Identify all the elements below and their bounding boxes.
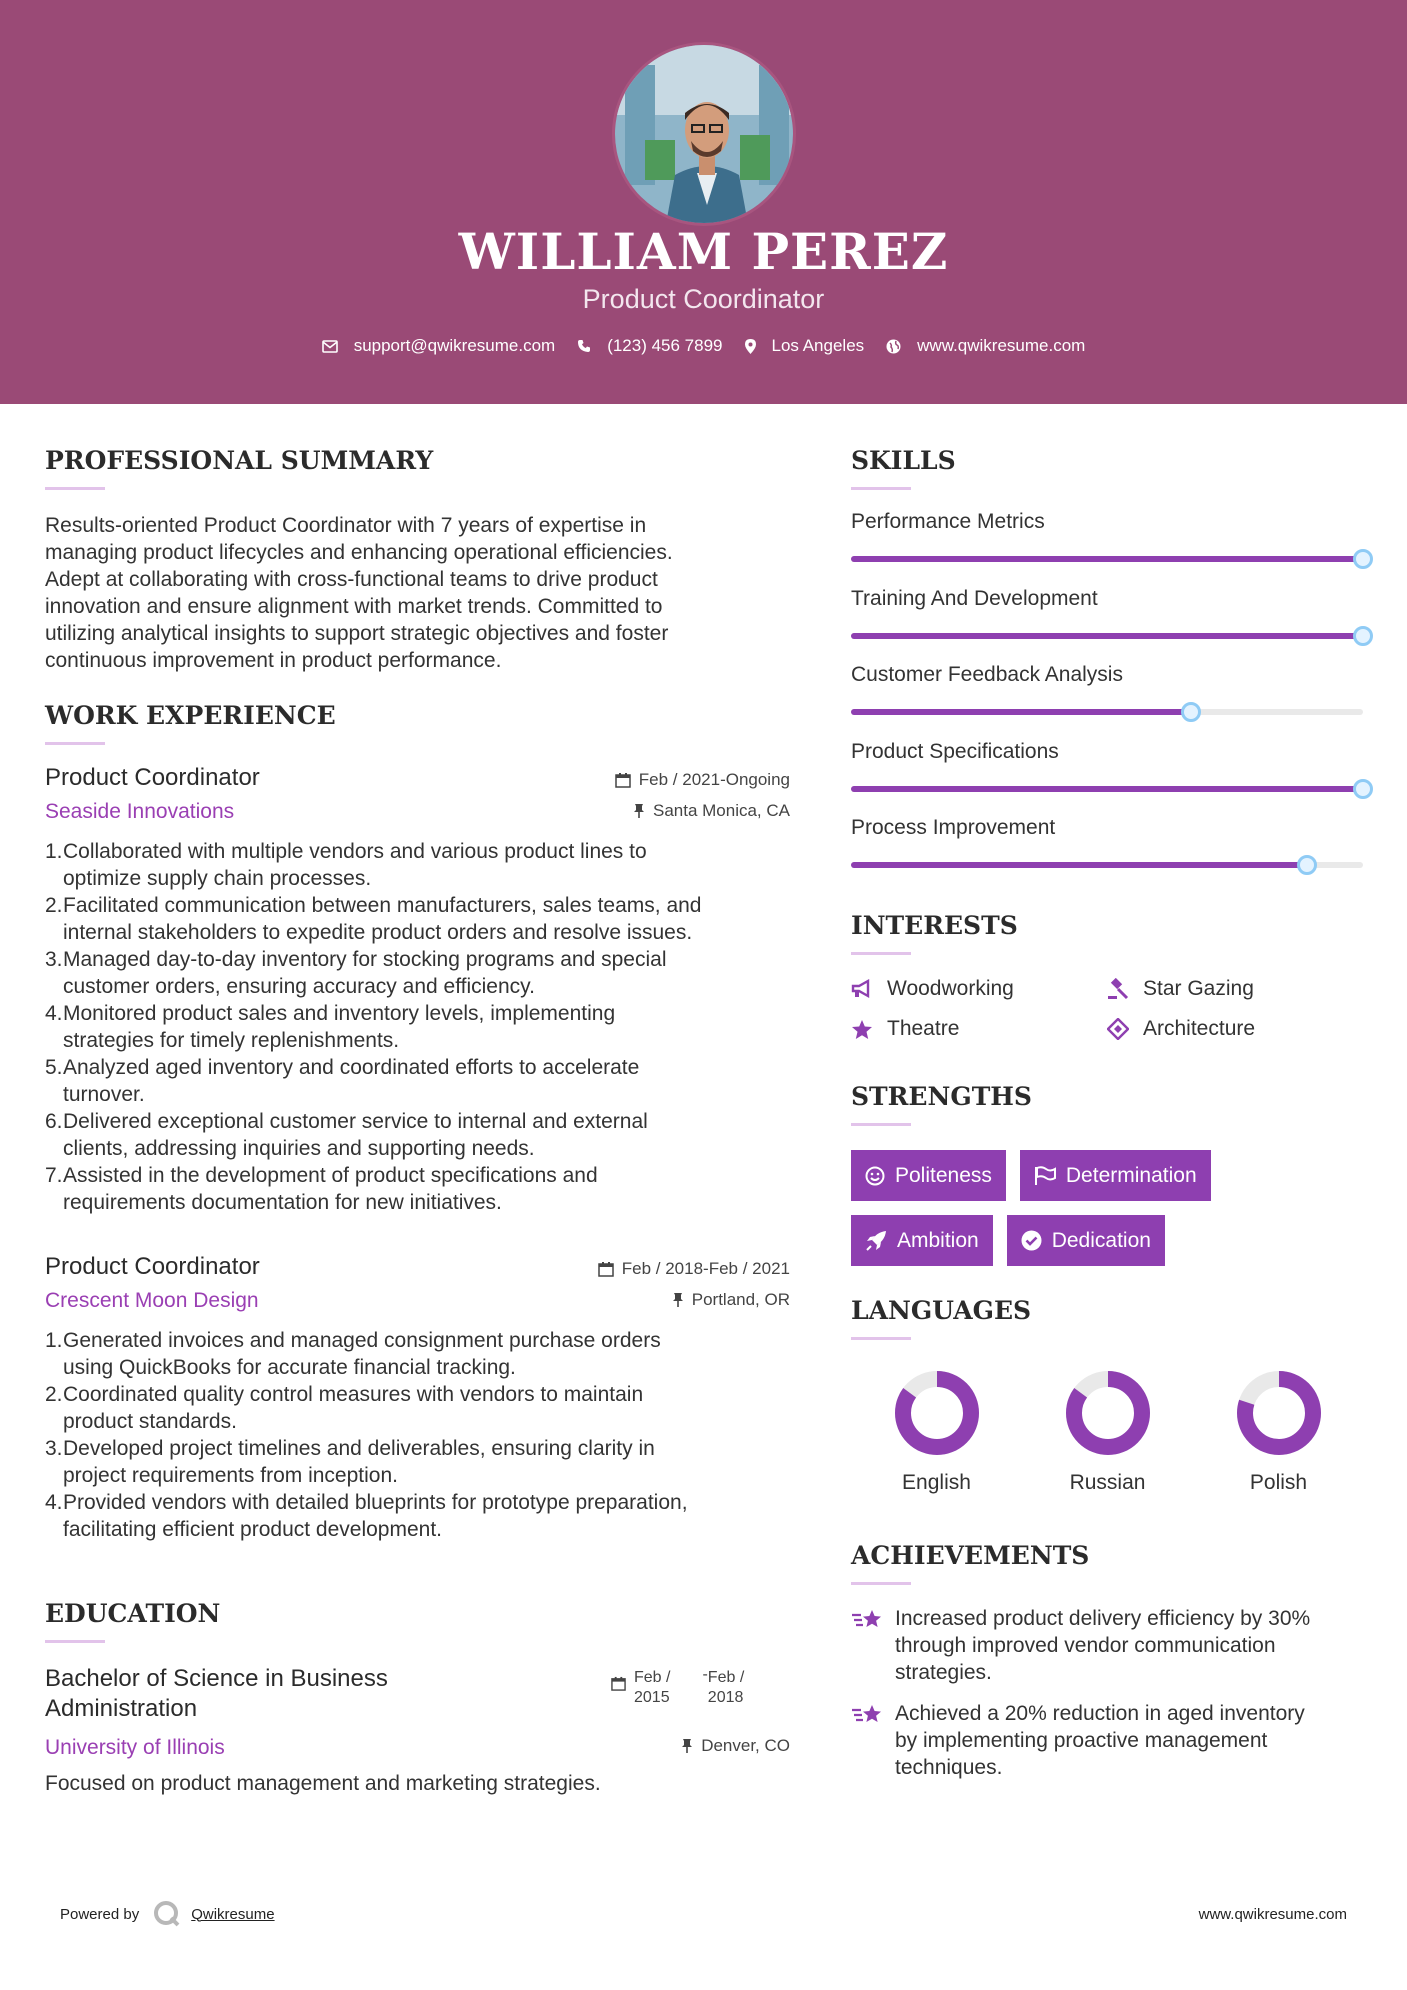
skill-name: Product Specifications xyxy=(851,739,1059,763)
strength-badge xyxy=(1020,1150,1211,1201)
skill-level-fill xyxy=(851,709,1191,715)
achievement-line: Increased product delivery efficiency by 30% xyxy=(895,1607,1311,1630)
summary-line: managing product lifecycles and enhancing operational efficiencies. xyxy=(45,541,673,564)
bullet-line: facilitating efficient product development. xyxy=(63,1518,443,1541)
interest-item xyxy=(1107,977,1363,1001)
section-divider xyxy=(851,1337,911,1340)
contact-email-text: support@qwikresume.com xyxy=(353,336,556,355)
bullet-line: product standards. xyxy=(63,1410,237,1433)
achievement-item xyxy=(851,1605,1366,1686)
qwikresume-link[interactable]: Qwikresume xyxy=(191,1905,275,1923)
bullet-line: Coordinated quality control measures with vendors to maintain xyxy=(63,1383,644,1406)
strengths-section xyxy=(851,1082,1366,1266)
list-item xyxy=(45,1108,790,1162)
section-title: STRENGTHS xyxy=(851,1082,1032,1111)
skill-item xyxy=(851,663,1366,740)
education-dates xyxy=(611,1668,744,1708)
envelope-icon xyxy=(322,340,338,353)
bullet-line: Collaborated with multiple vendors and various product lines to xyxy=(63,840,647,863)
ticket-icon xyxy=(1107,1018,1129,1040)
profile-photo xyxy=(612,42,796,226)
bullet-line: Assisted in the development of product specifications and xyxy=(63,1164,598,1187)
bullet-line: Delivered exceptional customer service to internal and external xyxy=(63,1110,648,1133)
language-item xyxy=(1022,1370,1193,1495)
bullet-number: 1. xyxy=(45,1329,63,1352)
achievement-line: through improved vendor communication xyxy=(895,1634,1276,1657)
bullet-line: optimize supply chain processes. xyxy=(63,867,372,890)
strength-badge xyxy=(851,1150,1006,1201)
school-name: University of Illinois xyxy=(45,1736,225,1759)
achievements-section xyxy=(851,1541,1366,1795)
education-entry xyxy=(45,1664,790,1796)
bullet-line: Monitored product sales and inventory levels, implementing xyxy=(63,1002,616,1025)
pushpin-icon xyxy=(681,1738,693,1754)
interests-section xyxy=(851,911,1366,1041)
achievement-text xyxy=(895,1605,1310,1686)
bullet-number: 2. xyxy=(45,894,63,917)
calendar-icon xyxy=(615,772,631,788)
skill-level-fill xyxy=(851,556,1363,562)
contact-website[interactable] xyxy=(886,336,1085,356)
bullet-line: using QuickBooks for accurate financial tracking. xyxy=(63,1356,516,1379)
skill-level-fill xyxy=(851,786,1363,792)
skill-name: Process Improvement xyxy=(851,816,1056,839)
bullet-number: 7. xyxy=(45,1164,63,1187)
section-title: WORK EXPERIENCE xyxy=(45,701,336,730)
section-divider xyxy=(851,952,911,955)
section-divider xyxy=(45,487,105,490)
bullet-number: 2. xyxy=(45,1383,63,1406)
language-level-donut xyxy=(1065,1370,1151,1456)
bullet-number: 5. xyxy=(45,1056,63,1079)
achievement-line: Achieved a 20% reduction in aged inventory xyxy=(895,1702,1305,1725)
candidate-name: WILLIAM PEREZ xyxy=(458,222,949,281)
skill-slider-track xyxy=(851,862,1363,868)
bullet-line: internal stakeholders to expedite product orders and resolve issues. xyxy=(63,921,693,944)
candidate-role: Product Coordinator xyxy=(582,284,825,314)
calendar-icon xyxy=(598,1261,614,1277)
skill-item xyxy=(851,587,1366,664)
bullet-line: customer orders, ensuring accuracy and efficiency. xyxy=(63,975,535,998)
bullet-line: Facilitated communication between manufacturers, sales teams, and xyxy=(63,894,702,917)
strength-badge xyxy=(851,1215,993,1266)
bullet-line: Provided vendors with detailed blueprints for prototype preparation, xyxy=(63,1491,688,1514)
flag-icon xyxy=(1034,1166,1056,1186)
contact-website-text: www.qwikresume.com xyxy=(917,336,1086,355)
contact-email[interactable] xyxy=(322,336,556,356)
education-end xyxy=(708,1668,744,1708)
date-part: 2015 xyxy=(634,1689,670,1706)
interest-label: Architecture xyxy=(1143,1017,1256,1040)
interest-label: Star Gazing xyxy=(1143,977,1254,1000)
section-title: PROFESSIONAL SUMMARY xyxy=(45,446,434,475)
list-item xyxy=(45,1162,790,1216)
interest-label: Theatre xyxy=(887,1017,960,1040)
job-entry xyxy=(45,764,790,1216)
job-location-text: Portland, OR xyxy=(691,1290,790,1309)
job-company: Seaside Innovations xyxy=(45,800,235,823)
language-level-donut xyxy=(1236,1370,1322,1456)
language-item xyxy=(1193,1370,1364,1495)
skill-item xyxy=(851,510,1366,587)
job-company: Crescent Moon Design xyxy=(45,1289,259,1312)
list-item xyxy=(45,1435,790,1489)
experience-section xyxy=(45,701,790,745)
date-part: Feb / xyxy=(707,1669,745,1686)
contact-location-text: Los Angeles xyxy=(771,336,865,355)
skills-list xyxy=(851,510,1366,893)
skill-item xyxy=(851,816,1366,893)
section-divider xyxy=(45,1640,105,1643)
bullet-line: project requirements from inception. xyxy=(63,1464,398,1487)
summary-line: utilizing analytical insights to support strategic objectives and foster xyxy=(45,622,669,645)
skill-level-fill xyxy=(851,633,1363,639)
achievement-item xyxy=(851,1700,1366,1781)
education-description: Focused on product management and marketing strategies. xyxy=(45,1772,601,1795)
gavel-icon xyxy=(1107,978,1129,1000)
interest-item xyxy=(851,977,1107,1001)
achievement-line: techniques. xyxy=(895,1756,1003,1779)
job-location xyxy=(672,1290,790,1310)
languages-list xyxy=(851,1370,1366,1495)
phone-icon xyxy=(577,339,591,353)
list-item xyxy=(45,892,790,946)
list-item xyxy=(45,1381,790,1435)
contact-location xyxy=(745,336,865,356)
bullet-number: 3. xyxy=(45,948,63,971)
interest-item xyxy=(1107,1017,1363,1041)
summary-line: innovation and ensure alignment with market trends. Committed to xyxy=(45,595,663,618)
skill-level-fill xyxy=(851,862,1307,868)
job-location xyxy=(633,801,790,821)
contact-phone[interactable] xyxy=(577,336,722,356)
skill-slider-track xyxy=(851,556,1363,562)
strength-label: Politeness xyxy=(895,1163,992,1187)
interest-item xyxy=(851,1017,1107,1041)
strength-label: Ambition xyxy=(897,1228,979,1252)
bullet-line: turnover. xyxy=(63,1083,145,1106)
section-title: LANGUAGES xyxy=(851,1296,1032,1325)
summary-line: Adept at collaborating with cross-functional teams to drive product xyxy=(45,568,658,591)
list-item xyxy=(45,946,790,1000)
skill-slider-track xyxy=(851,786,1363,792)
achievements-list xyxy=(851,1605,1366,1781)
pushpin-icon xyxy=(672,1292,684,1308)
skill-level-knob xyxy=(1181,702,1201,722)
education-location xyxy=(681,1736,790,1756)
interests-list xyxy=(851,977,1366,1041)
summary-line: continuous improvement in product performance. xyxy=(45,649,502,672)
job-bullets xyxy=(45,838,790,1216)
skill-name: Training And Development xyxy=(851,586,1098,610)
skill-name: Customer Feedback Analysis xyxy=(851,663,1123,686)
degree-line: Administration xyxy=(45,1695,198,1722)
bullet-number: 6. xyxy=(45,1110,63,1133)
strength-label: Determination xyxy=(1065,1163,1197,1187)
bullet-number: 4. xyxy=(45,1491,63,1514)
bullet-line: Developed project timelines and deliverables, ensuring clarity in xyxy=(63,1437,655,1460)
section-title: ACHIEVEMENTS xyxy=(851,1541,1090,1570)
date-part: Feb / xyxy=(634,1669,671,1686)
language-level-donut xyxy=(894,1370,980,1456)
list-item xyxy=(45,1327,790,1381)
bullet-line: Generated invoices and managed consignment purchase orders xyxy=(63,1329,661,1352)
section-divider xyxy=(45,742,105,745)
bullet-line: requirements documentation for new initiatives. xyxy=(63,1191,502,1214)
skill-slider-track xyxy=(851,633,1363,639)
degree-line: Bachelor of Science in Business xyxy=(45,1665,388,1692)
language-name: Polish xyxy=(1249,1471,1308,1494)
skill-level-knob xyxy=(1353,779,1373,799)
achievement-line: strategies. xyxy=(895,1661,992,1684)
languages-section xyxy=(851,1296,1366,1495)
skill-slider-track xyxy=(851,709,1363,715)
star-icon xyxy=(851,1019,873,1040)
list-item xyxy=(45,1000,790,1054)
list-item xyxy=(45,838,790,892)
shooting-star-icon xyxy=(851,1607,885,1633)
job-dates xyxy=(598,1259,790,1279)
education-location-text: Denver, CO xyxy=(701,1736,790,1755)
globe-icon xyxy=(886,339,901,354)
footer-website[interactable]: www.qwikresume.com xyxy=(1198,1906,1347,1923)
language-name: Russian xyxy=(1069,1471,1146,1494)
shooting-star-icon xyxy=(851,1702,885,1728)
interest-label: Woodworking xyxy=(887,977,1014,1000)
achievement-line: by implementing proactive management xyxy=(895,1729,1268,1752)
bullet-number: 3. xyxy=(45,1437,63,1460)
section-divider xyxy=(851,1582,911,1585)
job-entry xyxy=(45,1253,790,1543)
job-title: Product Coordinator xyxy=(45,764,260,791)
skill-name: Performance Metrics xyxy=(851,510,1045,533)
section-title: EDUCATION xyxy=(45,1599,221,1628)
job-location-text: Santa Monica, CA xyxy=(652,801,790,820)
section-divider xyxy=(851,1123,911,1126)
summary-text xyxy=(45,512,790,674)
contact-bar xyxy=(0,336,1407,356)
map-pin-icon xyxy=(745,339,756,354)
bullet-line: strategies for timely replenishments. xyxy=(63,1029,400,1052)
language-item xyxy=(851,1370,1022,1495)
list-item xyxy=(45,1489,790,1543)
section-title: INTERESTS xyxy=(851,911,1018,940)
date-part: 2018 xyxy=(707,1689,744,1706)
education-section xyxy=(45,1599,790,1643)
strengths-list xyxy=(851,1150,1311,1266)
language-name: English xyxy=(902,1471,971,1494)
job-dates xyxy=(615,770,790,790)
rocket-icon xyxy=(865,1230,887,1252)
skill-level-knob xyxy=(1353,626,1373,646)
qwikresume-logo-icon xyxy=(153,1900,181,1928)
summary-line: Results-oriented Product Coordinator with 7 years of expertise in xyxy=(45,514,647,537)
resume-header xyxy=(0,0,1407,404)
bullet-number: 4. xyxy=(45,1002,63,1025)
skill-level-knob xyxy=(1297,855,1317,875)
job-dates-text: Feb / 2018-Feb / 2021 xyxy=(621,1259,790,1278)
summary-section xyxy=(45,446,790,674)
pushpin-icon xyxy=(633,803,645,819)
check-circle-icon xyxy=(1021,1230,1042,1251)
strength-label: Dedication xyxy=(1051,1228,1151,1252)
skill-level-knob xyxy=(1353,549,1373,569)
education-start xyxy=(634,1668,670,1708)
bullet-line: Analyzed aged inventory and coordinated efforts to accelerate xyxy=(63,1056,640,1079)
powered-by-text: Powered by xyxy=(60,1905,140,1923)
job-bullets xyxy=(45,1327,790,1543)
skill-item xyxy=(851,740,1366,817)
section-title: SKILLS xyxy=(851,446,956,475)
contact-phone-text: (123) 456 7899 xyxy=(607,336,723,355)
section-divider xyxy=(851,487,911,490)
bullet-line: Managed day-to-day inventory for stocking programs and special xyxy=(63,948,667,971)
list-item xyxy=(45,1054,790,1108)
skills-section xyxy=(851,446,1366,893)
footer-powered-by xyxy=(60,1900,275,1928)
achievement-text xyxy=(895,1700,1305,1781)
calendar-icon xyxy=(611,1676,626,1691)
job-dates-text: Feb / 2021-Ongoing xyxy=(638,770,790,789)
bullet-line: clients, addressing inquiries and supporting needs. xyxy=(63,1137,535,1160)
date-separator: - xyxy=(702,1666,708,1683)
megaphone-icon xyxy=(851,979,873,999)
strength-badge xyxy=(1007,1215,1165,1266)
bullet-number: 1. xyxy=(45,840,63,863)
job-title: Product Coordinator xyxy=(45,1253,260,1280)
smile-icon xyxy=(865,1166,885,1186)
